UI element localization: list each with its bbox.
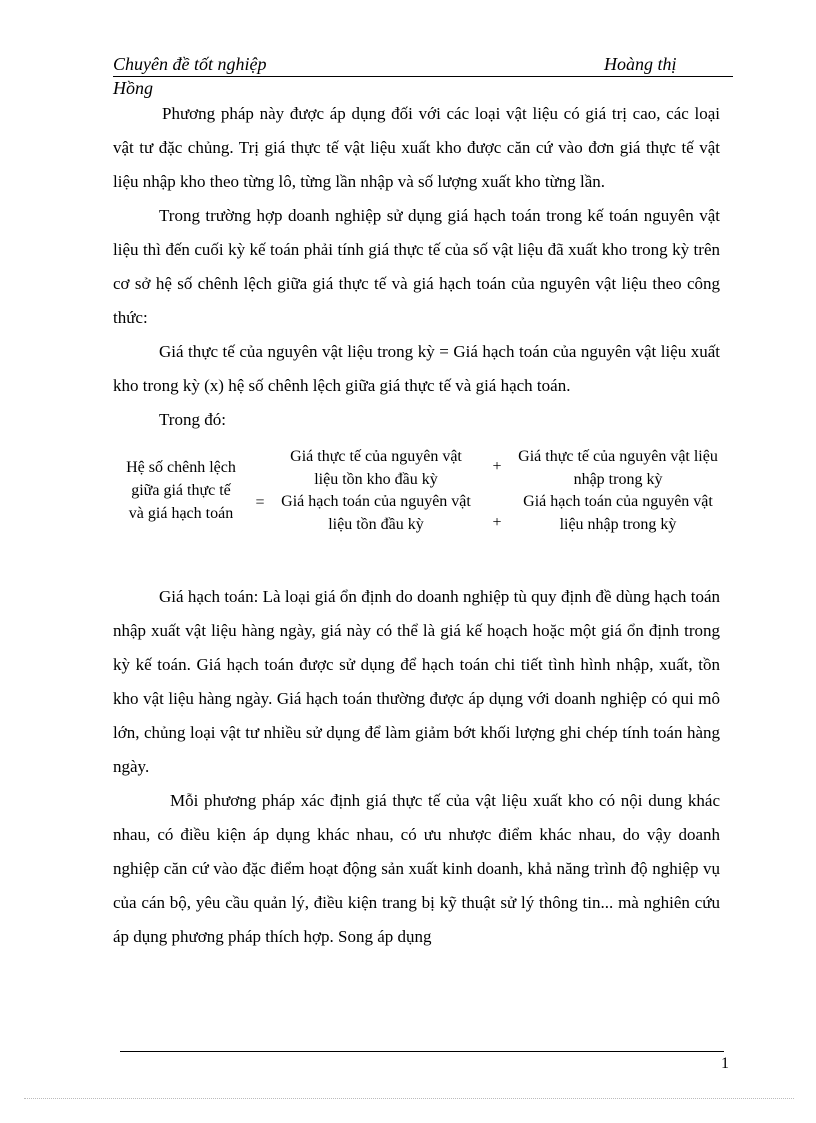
header-title: Chuyên đề tốt nghiệp xyxy=(113,54,267,74)
paragraph-4: Trong đó: xyxy=(159,410,226,429)
formula-denominator-1: Giá hạch toán của nguyên vật liệu tồn đầu kỳ xyxy=(281,493,471,533)
formula-numerator-1: Giá thực tế của nguyên vật liệu tồn kho đầu kỳ xyxy=(290,448,462,488)
paragraph-5: Giá hạch toán: Là loại giá ổn định do doanh nghiệp tù quy định đề dùng hạch toán nhập xuất vật liệu hàng ngày, giá này có thể là giá kế hoạch hoặc một giá ổn định trong kỳ kế toán. Giá hạch toán được sử dụng để hạch toán chi tiết tình hình nhập, xuất, tồn kho vật liệu hàng ngày. Giá hạch toán thường được áp dụng với doanh nghiệp có qui mô lớn, chủng loại vật tư nhiều sử dụng để làm giảm bớt khối lượng ghi chép tính toán hàng ngày. xyxy=(113,587,720,776)
page-number: 1 xyxy=(721,1055,729,1072)
header-author-wrap: Hồng xyxy=(113,78,153,98)
paragraph-1: Phương pháp này được áp dụng đối với các loại vật liệu có giá trị cao, các loại vật tư đặc chủng. Trị giá thực tế vật liệu xuất kho được căn cứ vào đơn giá thực tế vật liệu nhập kho theo từng lô, từng lần nhập và số lượng xuất kho từng lần. xyxy=(113,104,720,191)
paragraph-6: Mỗi phương pháp xác định giá thực tế của vật liệu xuất kho có nội dung khác nhau, có điều kiện áp dụng khác nhau, có ưu nhược điểm khác nhau, do vậy doanh nghiệp căn cứ vào đặc điểm hoạt động sản xuất kinh doanh, khả năng trình độ nghiệp vụ của cán bộ, yêu cầu quản lý, điều kiện trang bị kỹ thuật sử lý thông tin... mà nghiên cứu áp dụng phương pháp thích hợp. Song áp dụng xyxy=(113,791,720,946)
formula-lhs: Hệ số chênh lệch giữa giá thực tế và giá hạch toán xyxy=(126,459,236,522)
page-header xyxy=(113,52,733,77)
page-edge-dotted xyxy=(24,1098,794,1099)
formula xyxy=(113,446,733,558)
header-author: Hoàng thị xyxy=(604,54,677,74)
paragraph-3: Giá thực tế của nguyên vật liệu trong kỳ = Giá hạch toán của nguyên vật liệu xuất kho trong kỳ (x) hệ số chênh lệch giữa giá thực tế và giá hạch toán. xyxy=(113,342,720,395)
formula-equals: = xyxy=(255,494,265,511)
formula-denominator-2: Giá hạch toán của nguyên vật liệu nhập trong kỳ xyxy=(523,493,713,533)
paragraph-2: Trong trường hợp doanh nghiệp sử dụng giá hạch toán trong kế toán nguyên vật liệu thì đến cuối kỳ kế toán phải tính giá thực tế của số vật liệu đã xuất kho trong kỳ trên cơ sở hệ số chênh lệch giữa giá thực tế và giá hạch toán của nguyên vật liệu theo công thức: xyxy=(113,206,720,327)
formula-plus-top: + xyxy=(492,458,502,475)
footer-divider xyxy=(120,1051,724,1052)
formula-numerator-2: Giá thực tế của nguyên vật liệu nhập trong kỳ xyxy=(518,448,718,488)
formula-plus-bottom: + xyxy=(492,514,502,531)
